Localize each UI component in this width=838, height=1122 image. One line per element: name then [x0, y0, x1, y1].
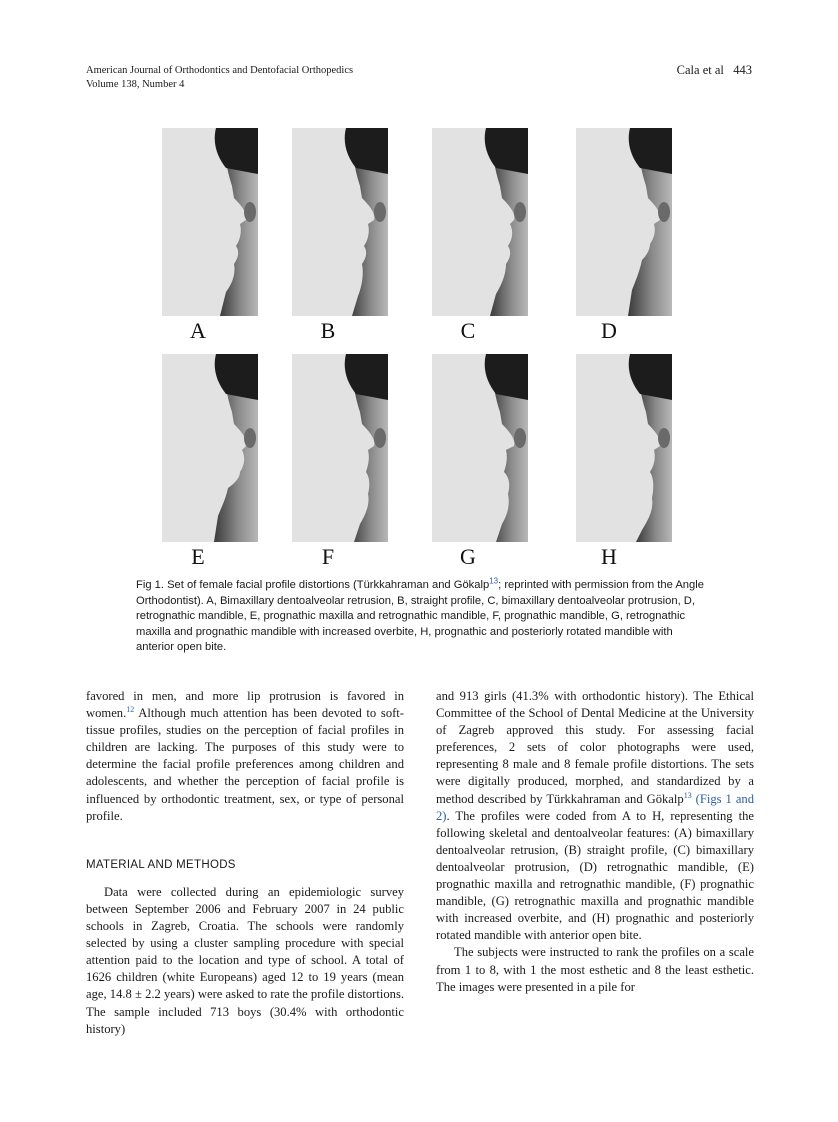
panel-label-a: A	[190, 318, 206, 343]
profile-photo	[432, 128, 528, 316]
methods-paragraph: Data were collected during an epidemiologic survey between September 2006 and February 2007 in 24 public schools in Zagreb, Croatia. The schools were randomly selected by using a cluster sampling procedure with special attention paid to the location and type of school. A total of 1626 children (white Europeans) aged 12 to 19 years (mean age, 14.8 ± 2.2 years) were asked to rate the profile distortions. The sample included 713 boys (30.4% with orthodontic history)	[86, 884, 404, 1036]
profile-photo	[162, 128, 258, 316]
caption-text-start: Set of female facial profile distortions (Türkkahraman and Gökalp	[163, 579, 490, 591]
reference-13[interactable]: 13	[683, 790, 692, 800]
profile-panel-c	[432, 128, 528, 342]
profile-photo	[576, 128, 672, 316]
methods-continued-paragraph	[436, 688, 754, 944]
panel-label-d: D	[601, 318, 617, 343]
section-heading-methods: MATERIAL AND METHODS	[86, 858, 236, 871]
running-header-journal	[86, 64, 353, 92]
panel-label-h: H	[601, 544, 617, 569]
panel-label-g: G	[460, 544, 476, 569]
profile-panel-g	[432, 354, 528, 568]
profile-panel-f	[292, 354, 388, 568]
journal-name: American Journal of Orthodontics and Dentofacial Orthopedics	[86, 65, 354, 76]
intro-text-end: Although much attention has been devoted to soft-tissue profiles, studies on the perception of facial profiles in children are lacking. The purposes of this study were to determine the facial profile preferences among children and adolescents, and whether the perception of facial profile is influenced by orthodontic treatment, sex, or type of personal profile.	[86, 706, 404, 823]
running-header-page	[677, 63, 752, 78]
caption-label: Fig 1.	[136, 579, 164, 591]
caption-text-end: ; reprinted with permission from the Angle Orthodontist). A, Bimaxillary dentoalveolar retrusion, B, straight profile, C, bimaxillary dentoalveolar protrusion, D, retrognathic mandible, E, prognathic maxilla and retrognathic mandible, F, prognathic mandible, G, retrognathic maxilla and prognathic mandible with increased overbite, H, prognathic and posteriorly rotated mandible with anterior open bite.	[136, 579, 704, 654]
profile-photo	[292, 128, 388, 316]
caption-reference[interactable]: 13	[489, 576, 499, 586]
profile-panel-d	[576, 128, 672, 342]
intro-paragraph	[86, 688, 404, 825]
panel-label-b: B	[320, 318, 336, 343]
methods-continued-text-end: . The profiles were coded from A to H, representing the following skeletal and dentoalveolar features: (A) bimaxillary dentoalveolar retrusion, (B) straight profile, (C) bimaxillary dentoalveolar protrusion, (D) retrognathic mandible, (E) prognathic maxilla and retrognathic mandible, (F) prognathic mandible, (G) retrognathic maxilla and prognathic mandible with increased overbite, and (H) prognathic and posteriorly rotated mandible with anterior open bite.	[436, 808, 754, 943]
panel-label-e: E	[191, 544, 205, 569]
profile-photo	[292, 354, 388, 542]
ranking-paragraph: The subjects were instructed to rank the profiles on a scale from 1 to 8, with 1 the most esthetic and 8 the least esthetic. The images were presented in a pile for	[436, 945, 754, 994]
profile-photo	[162, 354, 258, 542]
figure-caption	[136, 578, 706, 656]
panel-label-f: F	[321, 544, 335, 569]
reference-12[interactable]: 12	[126, 704, 135, 714]
page-number: 443	[733, 63, 752, 77]
profile-panel-e	[162, 354, 258, 568]
intro-text-start: favored in men, and more lip protrusion is favored in women.	[86, 689, 404, 721]
figure-1-profiles	[160, 128, 680, 568]
profile-photo	[432, 354, 528, 542]
journal-volume: Volume 138, Number 4	[86, 79, 185, 90]
figure-reference-link[interactable]: (Figs 1 and 2)	[436, 791, 755, 823]
panel-label-c: C	[460, 318, 476, 343]
methods-continued-text-start: and 913 girls (41.3% with orthodontic history). The Ethical Committee of the School of Dental Medicine at the University of Zagreb approved this study. For assessing facial preferences, 2 sets of color photographs were used, representing 8 male and 8 female profile distortions. The sets were digitally produced, morphed, and standardized by a method described by Türkkahraman and Gökalp	[436, 689, 754, 806]
profile-photo	[576, 354, 672, 542]
profile-panel-b	[292, 128, 388, 342]
left-column	[86, 688, 404, 1038]
right-column	[436, 688, 754, 996]
profile-panel-a	[162, 128, 258, 342]
profile-panel-h	[576, 354, 672, 568]
header-authors: Cala et al	[676, 63, 724, 77]
